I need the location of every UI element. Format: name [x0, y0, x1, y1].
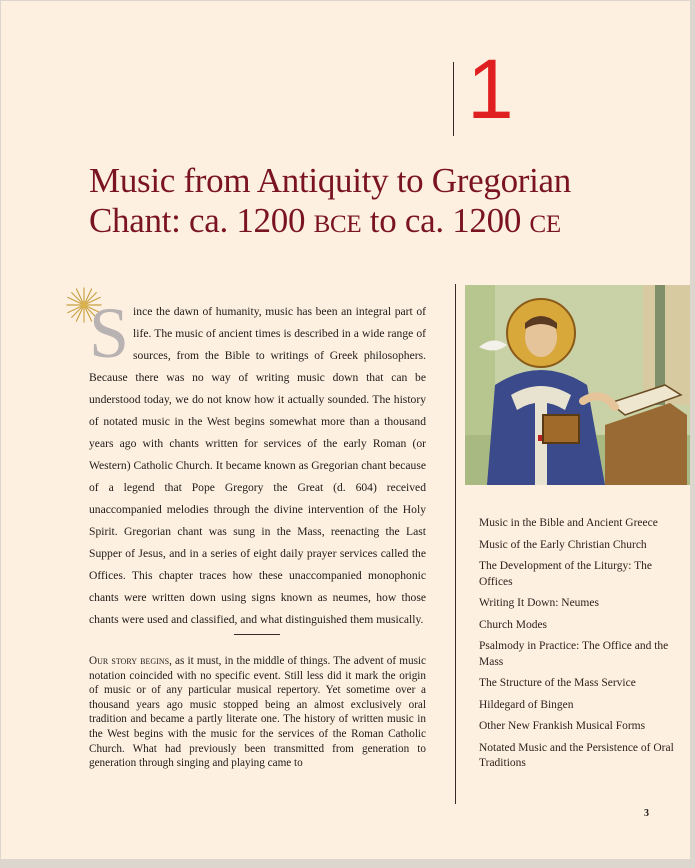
book-page [1, 1, 690, 859]
toc-item: Hildegard of Bingen [479, 698, 574, 711]
chapter-title-main: Music from Antiquity to Gregorian Chant: ca. 1200 [89, 161, 571, 240]
section-divider [234, 634, 280, 635]
toc-item: Notated Music and the Persistence of Oral Traditions [479, 741, 674, 769]
intro-text: ince the dawn of humanity, music has been an integral part of life. The music of ancient times is described in a wide range of sources, from the Bible to writings of Greek philosophers. Because there was no way of writing music down that can be understood today, we do not know how it actually sounded. The history of notated music in the West begins somewhat more than a thousand years ago with chants written for services of the early Roman (or Western) Catholic Church. It became known as Gregorian chant because of a legend that Pope Gregory the Great (d. 604) received unaccompanied melodies through the divine intervention of the Holy Spirit. Gregorian chant was sung in the Mass, reenacting the Last Supper of Jesus, and in a series of eight daily prayer services called the Offices. This chapter traces how these unaccompanied monophonic chants were written down using signs known as neumes, how those chants were used and classified, and what distinguished them musically. [89, 305, 426, 626]
toc-item: Music in the Bible and Ancient Greece [479, 517, 658, 529]
paragraph-text: as it must, in the middle of things. The advent of music notation coincided with no specific event. Still less did it mark the origin of music or of any particular musical repertory. Yet sometime over a thousand years ago music stopped being an almost exclusively oral tradition and became a partly literate one. The history of written music in the West begins with the music for the services of the Roman Catholic Church. What had previously been transmitted from generation to generation through singing and playing came to [89, 655, 426, 770]
sidebar-rule [455, 284, 456, 804]
toc-item: Church Modes [479, 618, 548, 631]
chapter-title-era-ce: ce [529, 201, 561, 240]
pope-gregory-illumination-icon [465, 285, 690, 485]
chapter-title-era-bce: bce [313, 201, 362, 240]
body-paragraph [89, 654, 426, 771]
chapter-number-rule [453, 62, 454, 136]
toc-item: Music of the Early Christian Church [479, 538, 647, 551]
toc-item: Writing It Down: Neumes [479, 597, 599, 609]
toc-item: Psalmody in Practice: The Office and the Mass [479, 640, 669, 668]
paragraph-lead-in: Our story begins, [89, 655, 172, 667]
chapter-title [89, 161, 609, 241]
chapter-introduction [89, 293, 426, 631]
toc-item: The Development of the Liturgy: The Offices [479, 560, 652, 588]
toc-item: Other New Frankish Musical Forms [479, 720, 646, 732]
page-number: 3 [644, 808, 649, 819]
chapter-number: 1 [467, 42, 514, 136]
chapter-title-mid: to ca. 1200 [361, 201, 530, 240]
toc-item: The Structure of the Mass Service [479, 677, 636, 689]
drop-cap: S [89, 293, 130, 373]
chapter-contents-list [479, 516, 674, 778]
